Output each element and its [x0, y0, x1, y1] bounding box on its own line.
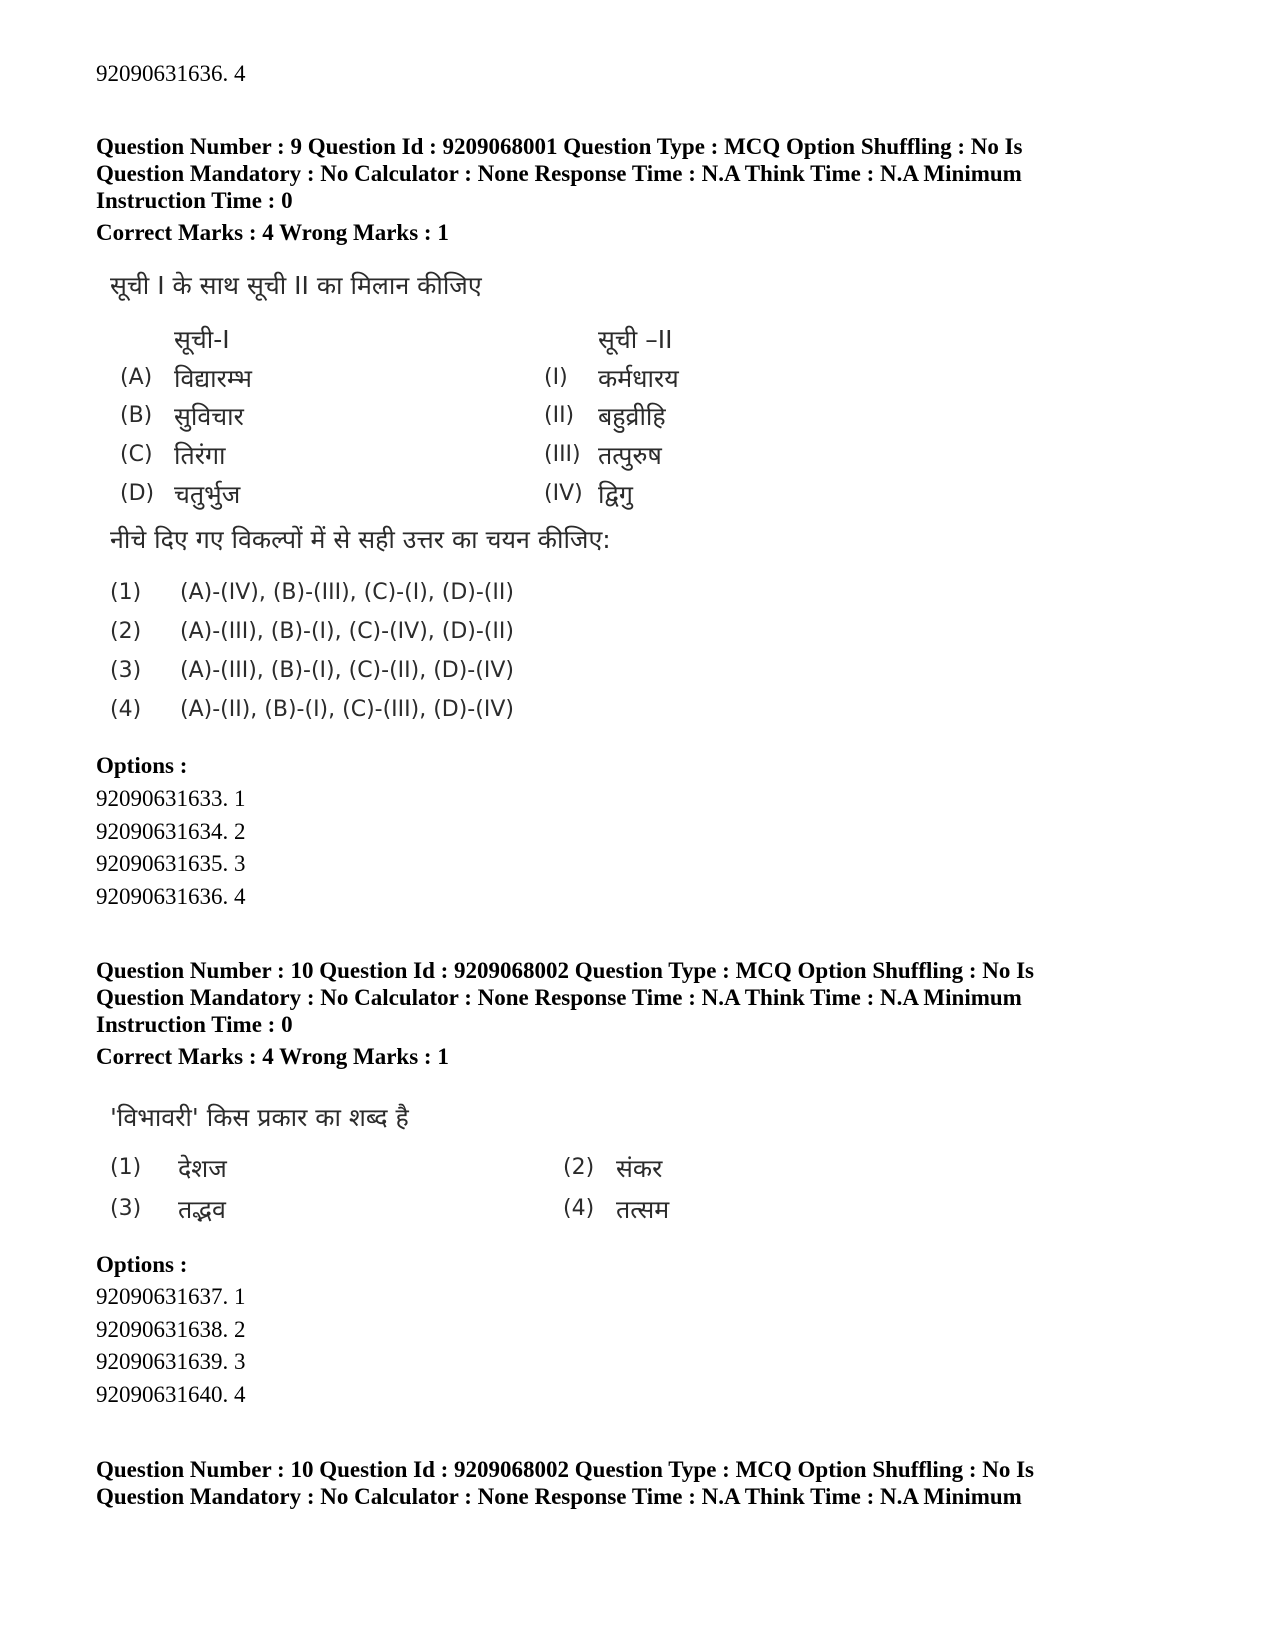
list1-item: विद्यारम्भ	[174, 364, 252, 393]
list2-header: सूची –II	[598, 325, 673, 354]
list1-label: (B)	[120, 403, 153, 428]
choose-instruction: नीचे दिए गए विकल्पों में से सही उत्तर का चयन कीजिए:	[110, 525, 611, 554]
list2-label: (I)	[544, 365, 568, 390]
choice-text: तद्भव	[178, 1195, 226, 1224]
marks-line: Correct Marks : 4 Wrong Marks : 1	[96, 220, 449, 245]
question-meta-line: Instruction Time : 0	[96, 1012, 293, 1037]
question-meta-line: Question Number : 10 Question Id : 9209068002 Question Type : MCQ Option Shuffling : No Is	[96, 1457, 1035, 1482]
option-line: 92090631635. 3	[96, 851, 246, 876]
question-stem: 'विभावरी' किस प्रकार का शब्द है	[110, 1103, 409, 1132]
option-line: 92090631638. 2	[96, 1317, 246, 1342]
choice-text: (A)-(III), (B)-(I), (C)-(IV), (D)-(II)	[180, 619, 514, 644]
option-line: 92090631633. 1	[96, 786, 246, 811]
question-meta-line: Question Number : 9 Question Id : 9209068001 Question Type : MCQ Option Shuffling : No Is	[96, 134, 1023, 159]
choice-number: (2)	[110, 619, 142, 644]
list1-header: सूची-I	[174, 325, 230, 354]
question-meta-line: Question Mandatory : No Calculator : None Response Time : N.A Think Time : N.A Minimum	[96, 985, 1022, 1010]
option-line: 92090631634. 2	[96, 819, 246, 844]
question-stem: सूची I के साथ सूची II का मिलान कीजिए	[110, 271, 482, 300]
choice-text: (A)-(IV), (B)-(III), (C)-(I), (D)-(II)	[180, 580, 514, 605]
options-label: Options :	[96, 1252, 188, 1277]
list2-label: (II)	[544, 403, 575, 428]
question-meta-line: Question Mandatory : No Calculator : None Response Time : N.A Think Time : N.A Minimum	[96, 1484, 1022, 1509]
list2-item: तत्पुरुष	[598, 441, 662, 470]
question-meta-line: Question Number : 10 Question Id : 9209068002 Question Type : MCQ Option Shuffling : No Is	[96, 958, 1035, 983]
option-line: 92090631636. 4	[96, 61, 246, 86]
choice-number: (3)	[110, 1196, 142, 1221]
list2-item: द्विगु	[598, 480, 633, 509]
choice-number: (4)	[563, 1196, 595, 1221]
question-meta-line: Instruction Time : 0	[96, 188, 293, 213]
list1-item: सुविचार	[174, 402, 244, 431]
option-line: 92090631636. 4	[96, 884, 246, 909]
choice-text: (A)-(II), (B)-(I), (C)-(III), (D)-(IV)	[180, 697, 514, 722]
option-line: 92090631640. 4	[96, 1382, 246, 1407]
list1-label: (C)	[120, 442, 153, 467]
list2-item: बहुव्रीहि	[598, 402, 666, 431]
list2-label: (IV)	[544, 481, 583, 506]
choice-number: (2)	[563, 1155, 595, 1180]
marks-line: Correct Marks : 4 Wrong Marks : 1	[96, 1044, 449, 1069]
choice-text: तत्सम	[616, 1195, 670, 1224]
choice-number: (4)	[110, 697, 142, 722]
choice-text: देशज	[178, 1154, 227, 1183]
question-meta-line: Question Mandatory : No Calculator : None Response Time : N.A Think Time : N.A Minimum	[96, 161, 1022, 186]
list1-label: (A)	[120, 365, 153, 390]
options-label: Options :	[96, 753, 188, 778]
choice-number: (1)	[110, 1155, 142, 1180]
list2-label: (III)	[544, 442, 581, 467]
list1-label: (D)	[120, 481, 155, 506]
choice-number: (3)	[110, 658, 142, 683]
list1-item: चतुर्भुज	[174, 480, 241, 509]
list2-item: कर्मधारय	[598, 364, 679, 393]
choice-number: (1)	[110, 580, 142, 605]
choice-text: (A)-(III), (B)-(I), (C)-(II), (D)-(IV)	[180, 658, 514, 683]
option-line: 92090631639. 3	[96, 1349, 246, 1374]
option-line: 92090631637. 1	[96, 1284, 246, 1309]
choice-text: संकर	[616, 1154, 663, 1183]
list1-item: तिरंगा	[174, 441, 226, 470]
